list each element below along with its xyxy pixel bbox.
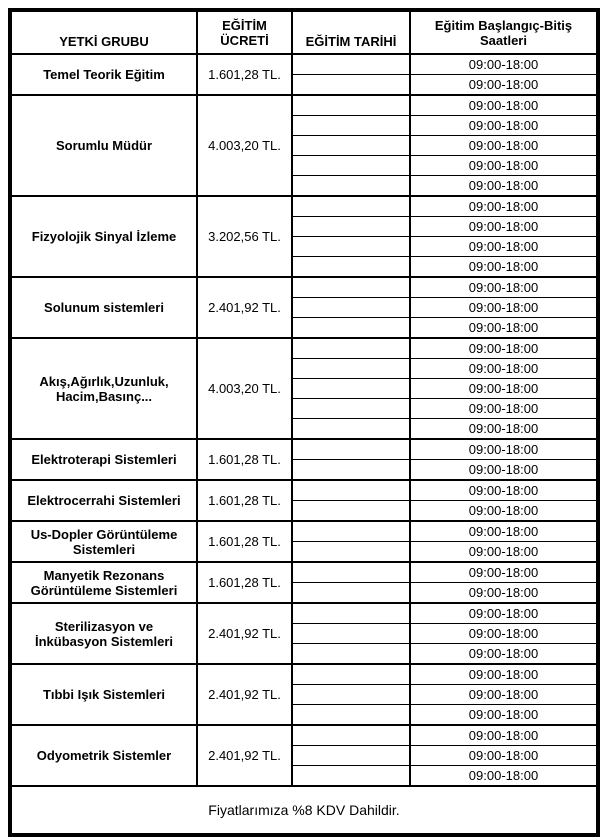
date-cell [292,542,410,563]
time-cell: 09:00-18:00 [410,277,598,298]
header-yetki-grubu: YETKİ GRUBU [10,10,197,54]
price-cell: 3.202,56 TL. [197,196,292,277]
group-name-cell: Elektrocerrahi Sistemleri [10,480,197,521]
date-cell [292,746,410,766]
time-cell: 09:00-18:00 [410,746,598,766]
table-row [10,95,598,116]
time-cell: 09:00-18:00 [410,766,598,787]
date-cell [292,603,410,624]
time-cell: 09:00-18:00 [410,116,598,136]
time-cell: 09:00-18:00 [410,521,598,542]
group-name-cell: Manyetik Rezonans Görüntüleme Sistemleri [10,562,197,603]
date-cell [292,54,410,75]
time-cell: 09:00-18:00 [410,379,598,399]
table-row [10,664,598,685]
table-row [10,480,598,501]
date-cell [292,338,410,359]
table-row [10,54,598,75]
date-cell [292,725,410,746]
time-cell: 09:00-18:00 [410,583,598,604]
group-name-cell: Odyometrik Sistemler [10,725,197,786]
header-egitim-ucreti: EĞİTİM ÜCRETİ [197,10,292,54]
table-row [10,521,598,542]
date-cell [292,277,410,298]
price-cell: 2.401,92 TL. [197,603,292,664]
date-cell [292,460,410,481]
time-cell: 09:00-18:00 [410,480,598,501]
time-cell: 09:00-18:00 [410,542,598,563]
time-cell: 09:00-18:00 [410,75,598,96]
training-price-table [8,8,600,837]
time-cell: 09:00-18:00 [410,318,598,339]
time-cell: 09:00-18:00 [410,562,598,583]
date-cell [292,705,410,726]
date-cell [292,116,410,136]
header-baslangic-bitis-saatleri: Eğitim Başlangıç-Bitiş Saatleri [410,10,598,54]
price-cell: 2.401,92 TL. [197,664,292,725]
price-cell: 4.003,20 TL. [197,95,292,196]
time-cell: 09:00-18:00 [410,725,598,746]
table-body [10,54,598,786]
time-cell: 09:00-18:00 [410,338,598,359]
group-name-cell: Temel Teorik Eğitim [10,54,197,95]
time-cell: 09:00-18:00 [410,419,598,440]
date-cell [292,501,410,522]
time-cell: 09:00-18:00 [410,257,598,278]
price-cell: 1.601,28 TL. [197,521,292,562]
date-cell [292,644,410,665]
date-cell [292,257,410,278]
time-cell: 09:00-18:00 [410,460,598,481]
header-row [10,10,598,54]
date-cell [292,685,410,705]
header-egitim-tarihi: EĞİTİM TARİHİ [292,10,410,54]
date-cell [292,664,410,685]
date-cell [292,624,410,644]
footer-row [10,786,598,835]
time-cell: 09:00-18:00 [410,644,598,665]
date-cell [292,359,410,379]
table-row [10,338,598,359]
group-name-cell: Tıbbi Işık Sistemleri [10,664,197,725]
table-row [10,725,598,746]
table-row [10,562,598,583]
time-cell: 09:00-18:00 [410,439,598,460]
price-cell: 1.601,28 TL. [197,54,292,95]
date-cell [292,583,410,604]
date-cell [292,766,410,787]
time-cell: 09:00-18:00 [410,156,598,176]
price-cell: 1.601,28 TL. [197,562,292,603]
time-cell: 09:00-18:00 [410,685,598,705]
date-cell [292,562,410,583]
date-cell [292,237,410,257]
time-cell: 09:00-18:00 [410,217,598,237]
date-cell [292,156,410,176]
group-name-cell: Elektroterapi Sistemleri [10,439,197,480]
time-cell: 09:00-18:00 [410,95,598,116]
group-name-cell: Sorumlu Müdür [10,95,197,196]
group-name-cell: Akış,Ağırlık,Uzunluk, Hacim,Basınç... [10,338,197,439]
table-row [10,277,598,298]
time-cell: 09:00-18:00 [410,705,598,726]
date-cell [292,399,410,419]
date-cell [292,439,410,460]
date-cell [292,176,410,197]
price-cell: 4.003,20 TL. [197,338,292,439]
price-cell: 1.601,28 TL. [197,439,292,480]
date-cell [292,75,410,96]
date-cell [292,95,410,116]
time-cell: 09:00-18:00 [410,237,598,257]
time-cell: 09:00-18:00 [410,359,598,379]
table-row [10,603,598,624]
group-name-cell: Solunum sistemleri [10,277,197,338]
date-cell [292,379,410,399]
price-cell: 1.601,28 TL. [197,480,292,521]
time-cell: 09:00-18:00 [410,501,598,522]
date-cell [292,521,410,542]
time-cell: 09:00-18:00 [410,136,598,156]
time-cell: 09:00-18:00 [410,603,598,624]
kdv-note: Fiyatlarımıza %8 KDV Dahildir. [10,786,598,835]
group-name-cell: Fizyolojik Sinyal İzleme [10,196,197,277]
table-footer [10,786,598,835]
group-name-cell: Us-Dopler Görüntüleme Sistemleri [10,521,197,562]
price-cell: 2.401,92 TL. [197,725,292,786]
date-cell [292,196,410,217]
date-cell [292,318,410,339]
date-cell [292,480,410,501]
time-cell: 09:00-18:00 [410,624,598,644]
date-cell [292,298,410,318]
time-cell: 09:00-18:00 [410,176,598,197]
group-name-cell: Sterilizasyon ve İnkübasyon Sistemleri [10,603,197,664]
table-row [10,196,598,217]
time-cell: 09:00-18:00 [410,54,598,75]
time-cell: 09:00-18:00 [410,399,598,419]
date-cell [292,217,410,237]
table-header [10,10,598,54]
time-cell: 09:00-18:00 [410,664,598,685]
table-row [10,439,598,460]
date-cell [292,136,410,156]
date-cell [292,419,410,440]
time-cell: 09:00-18:00 [410,196,598,217]
price-cell: 2.401,92 TL. [197,277,292,338]
time-cell: 09:00-18:00 [410,298,598,318]
